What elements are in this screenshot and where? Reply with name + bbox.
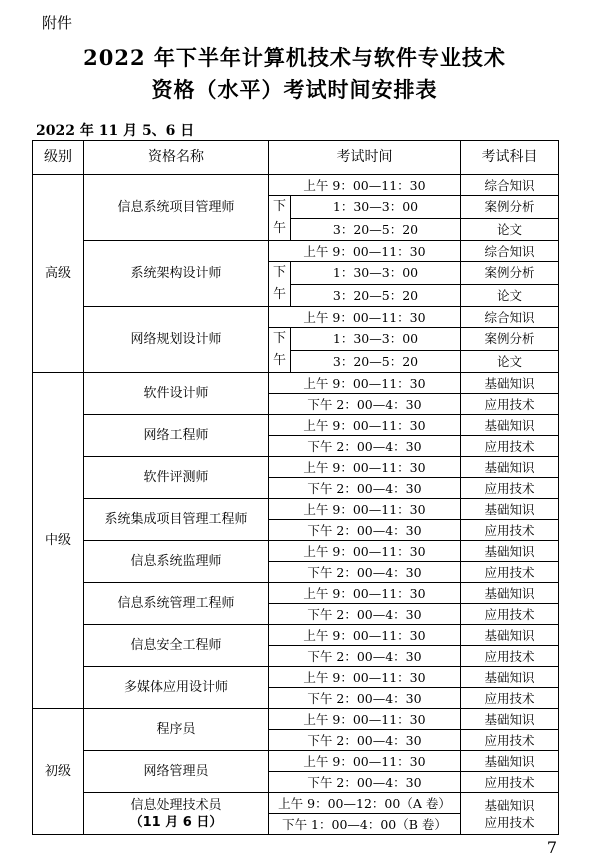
time-am: 上午 9：00—11：30 <box>269 583 461 604</box>
table-row <box>33 307 559 328</box>
time-pm: 下午 2：00—4：30 <box>269 604 461 625</box>
subject: 基础知识 <box>461 751 559 772</box>
time-am: 上午 9：00—11：30 <box>269 667 461 688</box>
qualification-name: 多媒体应用设计师 <box>84 667 269 709</box>
time-pm-b: 下午 1：00—4：00（B 卷） <box>269 814 461 835</box>
table-row <box>33 541 559 562</box>
time-am: 上午 9：00—11：30 <box>269 499 461 520</box>
time-pm2: 3：20—5：20 <box>291 284 461 307</box>
time-pm: 下午 2：00—4：30 <box>269 646 461 667</box>
table-row <box>33 241 559 262</box>
time-pm1: 1：30—3：00 <box>291 196 461 219</box>
table-row <box>33 667 559 688</box>
special-name: 信息处理技术员 <box>130 797 222 813</box>
time-pm: 下午 2：00—4：30 <box>269 730 461 751</box>
table-row <box>33 709 559 730</box>
table-row <box>33 751 559 772</box>
subject: 应用技术 <box>461 478 559 499</box>
subject: 应用技术 <box>484 814 535 830</box>
header-time: 考试时间 <box>269 141 461 175</box>
subject: 论文 <box>461 218 559 241</box>
time-am: 上午 9：00—11：30 <box>269 307 461 328</box>
table-row <box>33 175 559 196</box>
subject: 应用技术 <box>461 520 559 541</box>
annex-label: 附件 <box>42 14 73 32</box>
subject: 论文 <box>461 350 559 373</box>
subject: 综合知识 <box>461 175 559 196</box>
qualification-name-special <box>84 793 269 835</box>
table-row <box>33 793 559 814</box>
time-pm2: 3：20—5：20 <box>291 350 461 373</box>
qualification-name: 系统架构设计师 <box>84 241 269 307</box>
page-number: 7 <box>546 838 557 857</box>
time-pm: 下午 2：00—4：30 <box>269 688 461 709</box>
subject: 基础知识 <box>461 625 559 646</box>
subject: 综合知识 <box>461 307 559 328</box>
subject: 基础知识 <box>461 583 559 604</box>
subject: 应用技术 <box>461 394 559 415</box>
time-pm: 下午 2：00—4：30 <box>269 772 461 793</box>
header-subject: 考试科目 <box>461 141 559 175</box>
time-am: 上午 9：00—11：30 <box>269 175 461 196</box>
subject: 综合知识 <box>461 241 559 262</box>
qualification-name: 信息安全工程师 <box>84 625 269 667</box>
time-pm: 下午 2：00—4：30 <box>269 436 461 457</box>
qualification-name: 信息系统项目管理师 <box>84 175 269 241</box>
time-pm: 下午 2：00—4：30 <box>269 520 461 541</box>
time-am: 上午 9：00—11：30 <box>269 241 461 262</box>
subject: 应用技术 <box>461 562 559 583</box>
header-level: 级别 <box>33 141 84 175</box>
subject: 案例分析 <box>461 328 559 351</box>
qualification-name: 网络管理员 <box>84 751 269 793</box>
table-row <box>33 499 559 520</box>
time-am: 上午 9：00—11：30 <box>269 373 461 394</box>
time-am: 上午 9：00—11：30 <box>269 709 461 730</box>
qualification-name: 软件设计师 <box>84 373 269 415</box>
subject: 基础知识 <box>461 373 559 394</box>
subject: 案例分析 <box>461 262 559 285</box>
subject: 基础知识 <box>461 415 559 436</box>
time-pm: 下午 2：00—4：30 <box>269 394 461 415</box>
afternoon-label: 下 午 <box>269 328 291 373</box>
subject: 基础知识 <box>461 709 559 730</box>
level-elementary: 初级 <box>33 709 84 835</box>
subject: 应用技术 <box>461 436 559 457</box>
special-date-note: （11 月 6 日） <box>129 814 223 830</box>
qualification-name: 软件评测师 <box>84 457 269 499</box>
time-am-a: 上午 9：00—12：00（A 卷） <box>269 793 461 814</box>
time-pm: 下午 2：00—4：30 <box>269 562 461 583</box>
table-row <box>33 373 559 394</box>
time-am: 上午 9：00—11：30 <box>269 415 461 436</box>
qualification-name: 程序员 <box>84 709 269 751</box>
table-row <box>33 625 559 646</box>
time-am: 上午 9：00—11：30 <box>269 457 461 478</box>
subject: 应用技术 <box>461 730 559 751</box>
subject: 基础知识 <box>461 457 559 478</box>
subject: 论文 <box>461 284 559 307</box>
title-line-2: 资格（水平）考试时间安排表 <box>151 77 438 102</box>
subject: 应用技术 <box>461 604 559 625</box>
afternoon-label: 下 午 <box>269 196 291 241</box>
subject-combined <box>461 793 559 835</box>
time-am: 上午 9：00—11：30 <box>269 541 461 562</box>
qualification-name: 系统集成项目管理工程师 <box>84 499 269 541</box>
time-pm1: 1：30—3：00 <box>291 328 461 351</box>
level-intermediate: 中级 <box>33 373 84 709</box>
qualification-name: 网络规划设计师 <box>84 307 269 373</box>
subject: 基础知识 <box>461 499 559 520</box>
afternoon-label: 下 午 <box>269 262 291 307</box>
time-pm1: 1：30—3：00 <box>291 262 461 285</box>
qualification-name: 信息系统管理工程师 <box>84 583 269 625</box>
level-advanced: 高级 <box>33 175 84 373</box>
title-line-1: 2022 年下半年计算机技术与软件专业技术 <box>83 45 506 70</box>
qualification-name: 网络工程师 <box>84 415 269 457</box>
header-row <box>33 141 559 175</box>
exam-date: 2022 年 11 月 5、6 日 <box>36 123 195 139</box>
qualification-name: 信息系统监理师 <box>84 541 269 583</box>
subject: 应用技术 <box>461 646 559 667</box>
time-am: 上午 9：00—11：30 <box>269 751 461 772</box>
subject: 应用技术 <box>461 688 559 709</box>
schedule-table <box>32 140 559 835</box>
subject: 应用技术 <box>461 772 559 793</box>
subject: 案例分析 <box>461 196 559 219</box>
time-pm2: 3：20—5：20 <box>291 218 461 241</box>
time-pm: 下午 2：00—4：30 <box>269 478 461 499</box>
table-row <box>33 415 559 436</box>
subject: 基础知识 <box>461 667 559 688</box>
table-row <box>33 457 559 478</box>
subject: 基础知识 <box>461 541 559 562</box>
header-name: 资格名称 <box>84 141 269 175</box>
subject: 基础知识 <box>484 797 535 813</box>
time-am: 上午 9：00—11：30 <box>269 625 461 646</box>
table-row <box>33 583 559 604</box>
